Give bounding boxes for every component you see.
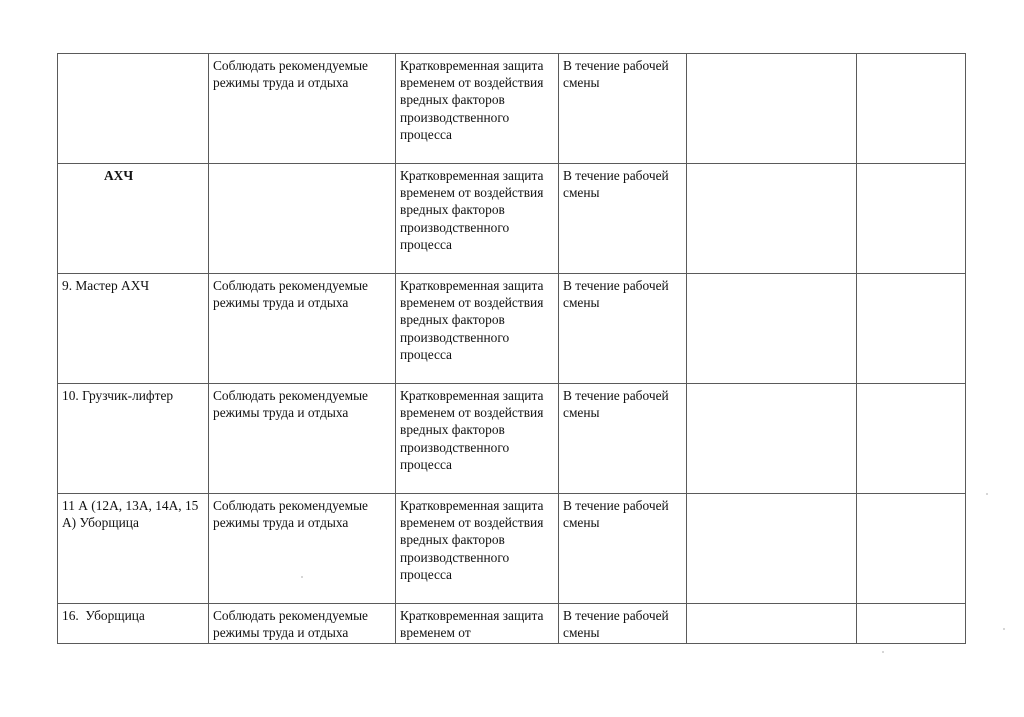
table-row-section: [58, 164, 966, 274]
position-cell: 11 А (12А, 13А, 14А, 15 А) Уборщица: [58, 494, 209, 604]
note-cell: [857, 494, 966, 604]
note-cell: [857, 164, 966, 274]
table-row: [58, 494, 966, 604]
deadline-cell: В течение рабочей смены: [559, 164, 687, 274]
position-cell: 9. Мастер АХЧ: [58, 274, 209, 384]
executor-cell: [687, 274, 857, 384]
scan-speck: [986, 493, 988, 495]
executor-cell: [687, 604, 857, 644]
table-row: [58, 384, 966, 494]
table-row: [58, 274, 966, 384]
deadline-cell: В течение рабочей смены: [559, 54, 687, 164]
purpose-cell: Кратковременная защита временем от воздействия вредных факторов производственного процесса: [396, 274, 559, 384]
measure-cell: Соблюдать рекомендуемые режимы труда и отдыха: [209, 494, 396, 604]
measure-cell: Соблюдать рекомендуемые режимы труда и отдыха: [209, 384, 396, 494]
table-row: [58, 54, 966, 164]
position-cell: [58, 54, 209, 164]
executor-cell: [687, 54, 857, 164]
purpose-cell: Кратковременная защита временем от воздействия вредных факторов производственного процесса: [396, 54, 559, 164]
measure-cell: Соблюдать рекомендуемые режимы труда и отдыха: [209, 54, 396, 164]
measure-cell: Соблюдать рекомендуемые режимы труда и отдыха: [209, 274, 396, 384]
note-cell: [857, 54, 966, 164]
position-cell: 16. Уборщица: [58, 604, 209, 644]
position-cell: 10. Грузчик-лифтер: [58, 384, 209, 494]
deadline-cell: В течение рабочей смены: [559, 274, 687, 384]
executor-cell: [687, 164, 857, 274]
measure-cell: [209, 164, 396, 274]
purpose-cell: Кратковременная защита временем от воздействия вредных факторов производственного процесса: [396, 494, 559, 604]
deadline-cell: В течение рабочей смены: [559, 494, 687, 604]
purpose-cell: Кратковременная защита временем от воздействия вредных факторов производственного процесса: [396, 164, 559, 274]
measure-cell: Соблюдать рекомендуемые режимы труда и отдыха: [209, 604, 396, 644]
note-cell: [857, 274, 966, 384]
note-cell: [857, 604, 966, 644]
table-row: [58, 604, 966, 644]
purpose-cell: Кратковременная защита временем от: [396, 604, 559, 644]
section-title-cell: АХЧ: [58, 164, 209, 274]
scan-speck: [1003, 628, 1005, 630]
note-cell: [857, 384, 966, 494]
executor-cell: [687, 384, 857, 494]
scan-speck: [301, 576, 303, 578]
scan-speck: [882, 651, 884, 653]
purpose-cell: Кратковременная защита временем от воздействия вредных факторов производственного процесса: [396, 384, 559, 494]
deadline-cell: В течение рабочей смены: [559, 604, 687, 644]
measures-table: [57, 53, 966, 644]
executor-cell: [687, 494, 857, 604]
deadline-cell: В течение рабочей смены: [559, 384, 687, 494]
